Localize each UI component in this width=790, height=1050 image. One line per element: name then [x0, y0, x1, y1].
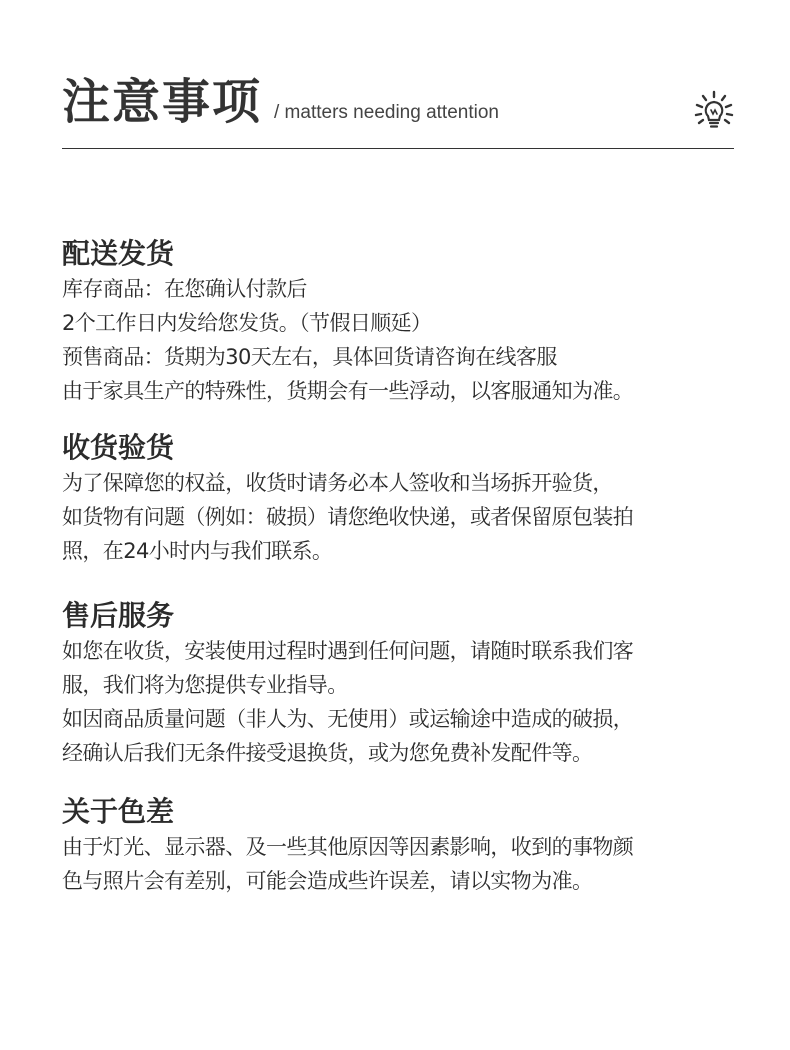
- section-line: 如因商品质量问题（非人为、无使用）或运输途中造成的破损，: [62, 707, 634, 731]
- section-line: 照，在24小时内与我们联系。: [62, 539, 333, 563]
- section-line: 色与照片会有差别，可能会造成些许误差，请以实物为准。: [62, 869, 593, 893]
- section-line: 由于灯光、显示器、及一些其他原因等因素影响，收到的事物颜: [62, 835, 634, 859]
- page-title: 注意事项: [62, 74, 263, 130]
- section-line: 库存商品：在您确认付款后: [62, 277, 307, 301]
- section-title: 配送发货: [62, 237, 175, 270]
- section-title: 关于色差: [62, 795, 175, 828]
- section-color-difference: [62, 794, 752, 898]
- header: [62, 70, 734, 149]
- section-line: 经确认后我们无条件接受退换货，或为您免费补发配件等。: [62, 741, 593, 765]
- section-title: 售后服务: [62, 599, 175, 632]
- section-line: 为了保障您的权益，收货时请务必本人签收和当场拆开验货，: [62, 471, 613, 495]
- section-line: 如货物有问题（例如：破损）请您绝收快递，或者保留原包装拍: [62, 505, 634, 529]
- section-shipping: [62, 236, 752, 408]
- section-line: 预售商品：货期为30天左右，具体回货请咨询在线客服: [62, 345, 557, 369]
- section-line: 如您在收货，安装使用过程时遇到任何问题，请随时联系我们客: [62, 639, 634, 663]
- section-inspection: [62, 430, 752, 568]
- section-title: 收货验货: [62, 431, 175, 464]
- page-subtitle: / matters needing attention: [274, 102, 499, 123]
- section-line: 2个工作日内发给您发货。（节假日顺延）: [62, 311, 432, 335]
- section-line: 服，我们将为您提供专业指导。: [62, 673, 348, 697]
- section-after-sales: [62, 598, 752, 770]
- lightbulb-icon: [694, 90, 734, 130]
- section-line: 由于家具生产的特殊性，货期会有一些浮动，以客服通知为准。: [62, 379, 634, 403]
